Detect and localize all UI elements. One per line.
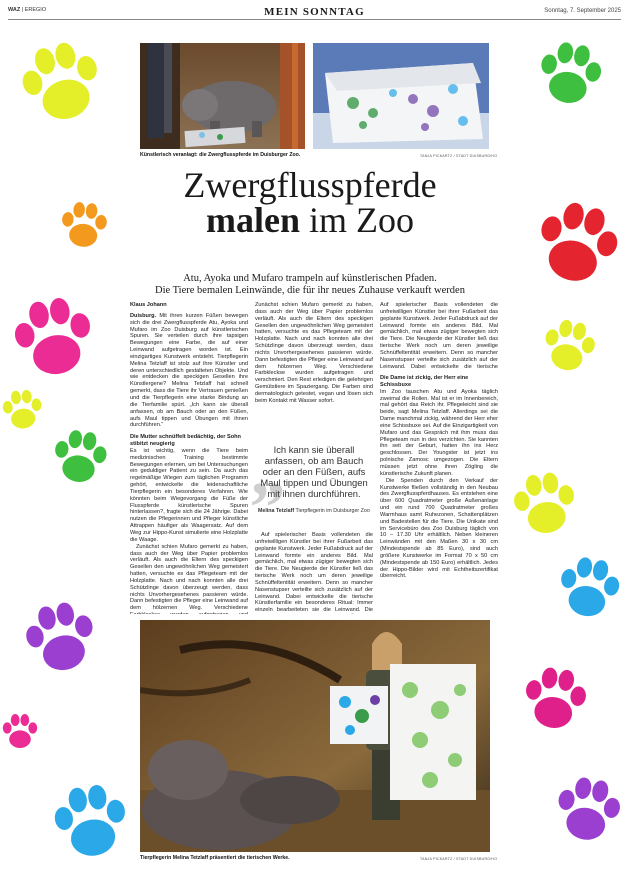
paw-print-icon xyxy=(15,593,108,686)
article-column-1 xyxy=(130,302,248,614)
paw-print-icon xyxy=(550,550,629,629)
paw-print-icon xyxy=(3,288,105,390)
top-photo-credit: TANJA PICKARTZ / STADT DUISBURG/HO xyxy=(420,154,498,158)
quote-attribution: Melina Tetzlaff Tierpflegerin im Duisburger Zoo xyxy=(258,508,370,514)
top-photo-left xyxy=(140,43,305,149)
paw-print-icon xyxy=(529,34,610,115)
paw-print-icon xyxy=(45,777,138,870)
paragraph: Die Spenden durch den Verkauf der Kunstwerke fließen vollständig in den Neubau des Zwergflusspferdhauses. Es entstehen eine über 600 Quadratmeter große Außenanlage und ein rund 700 Quadratmeter großes Warmhaus samt Ruhezonen, Schattenplätzen und Badestellen für die Tiere. Die Unikate sind im Servicebüro des Zoo Duisburg täglich von 10 – 17.30 Uhr erhältlich. Neben kleineren Leinwänden mit den Maßen 30 x 30 cm (Mindestspende ab 85 Euro), sind auch größere Kunstwerke im Format 70 x 50 cm (Mindestspende ab 150 Euro) erhältlich. Jedes der Hippo-Bilder wird mit Echtheitszertifikat überreicht. xyxy=(380,477,498,580)
quote-mark: „ xyxy=(250,430,286,510)
pull-quote: Ich kann sie überall anfassen, ob am Bauch oder an den Füßen, aufs Maul tippen und Übungen mit ihnen durchführen. xyxy=(260,444,368,499)
article-column-3 xyxy=(380,302,498,614)
page-header xyxy=(8,6,621,20)
headline-line-1: Zwergflusspferde xyxy=(183,165,437,205)
paragraph: Auf spielerischer Basis vollendeten die unfreiwilligen Künstler bei ihrer Fußarbeit das geplante Kunstwerk. Jeder Fußabdruck auf der Leinwand formte ein anderes Bild. Mal gemächlich, mal etwas zügiger bewegten sich die Tiere. Die Neugierde der Künstler ließ das tierische Werk noch um deren jeweilige Schnüffeltentität erweitern. Denn so mancher Nasenstupser verteilte sich zusätzlich auf der Leinwand. Dabei entwickelte die tierische xyxy=(380,302,498,370)
section-title: MEIN SONNTAG xyxy=(264,6,365,18)
bottom-photo-credit: TANJA PICKARTZ / STADT DUISBURG/HO xyxy=(420,857,498,861)
paw-print-icon xyxy=(0,712,40,752)
paw-print-icon xyxy=(515,660,594,739)
paw-print-icon xyxy=(522,190,629,300)
paragraph: Zunächst schien Mufaro gemerkt zu haben, dass auch der Weg über Papier problemlos verläuft. Als auch die Eltern des speckigen Gesellen den ungewöhnlichen Weg gemeistert hatten, versuchte es das Pflegeteam mit der Holzplatte. Nach und nach konnten alle drei Schützlinge davon überzeugt werden, dass nichts Unvorhergesehenes passieren würde. Dann befestigten die Pfleger eine Leinwand auf dem hölzernen Weg. Verschiedene xyxy=(130,543,248,612)
paragraph: Es ist wichtig, wenn die Tiere beim medizinischen Training bestimmte Bewegungen erlernen, um bei Untersuchungen ein geduldiger Patient zu sein. Da auch das regelmäßige Wiegen zum täglichen Programm gehört, entwickelte die leidenschaftliche Tierpflegerin ein besonderes Verfahren. Wie könnten beim Wiegevorgang die Füße der Flusspferde künstlerische Spuren hinterlassen?, fragte sich die 24 Jährige. Dabei nutzen die Pflegerinnen und Pfleger künstliche Attrappen häufiger als Waagersatz. Auf dem Weg zur Hippo-Kunst simulierte eine Holzplatte die Waage. xyxy=(130,447,248,543)
subheading: Die Mutter schnüffelt bedächtig, der Sohn stibitzt neugierig xyxy=(130,434,241,448)
paw-print-icon xyxy=(56,198,112,254)
paw-print-icon xyxy=(546,769,629,852)
newspaper-brand: WAZ | EREGIO xyxy=(8,7,47,13)
paw-print-icon xyxy=(535,313,604,382)
paragraph: Duisburg. Mit ihren kurzen Füßen bewegen sich die drei Zwergflusspferde Atu, Ayoka und Mufaro im Zoo Duisburg auf künstlerischen Spuren. Sie verteilen durch ihre tapsigen Bewegungen eine Farbe, die auf einer Leinwand aufgetragen worden ist. Ein einzigartiges Kunstwerk entsteht. Tierpflegerin Melina Tetzlaff ist stolz auf ihre Künstler und deren unterschiedlich gestalteten Objekte. Und wie entdecken die speckigen Gesellen ihre Künstlergene? Melina Tetzlaff hat schnell gemerkt, dass die Tiere ihr Vertrauen genießen und die Tierpflegerin eine starke Bindung an die Tierfamilie spürt. „Ich kann sie überall anfassen, ob am Bauch oder an den Füßen, aufs Maul tippen und Übungen mit ihnen durchführen.“ xyxy=(130,312,248,429)
top-photo-caption: Künstlerisch veranlagt: die Zwergflusspferde im Duisburger Zoo. xyxy=(140,152,301,158)
paragraph: Im Zoo tauschen Atu und Ayoka täglich zweimal die Rollen. Mal ist er im Innenbereich, mal gehört das Reich ihr. Pflegeleicht sind sie beide, sagt Melina Tetzlaff. Allerdings sei die Dame manchmal zickig, während der Herr eher eine Schissbuxe sei. Auf die Einzigartigkeit von Mufaro und das Gespräch mit ihm muss das Pflegeteam nun in des verzichten. Sie kannten ihn seit der Geburt, hatten ihn ins Herz geschlossen. Der Youngster ist jetzt ins polnische Zamosc umgezogen. Die Eltern müssen jetzt ohne ihren Zögling die künstlerische Zukunft planen. xyxy=(380,388,498,477)
paw-print-icon xyxy=(505,465,584,544)
paw-print-icon xyxy=(0,386,47,435)
issue-date: Sonntag, 7. September 2025 xyxy=(544,8,621,14)
paw-print-icon xyxy=(8,30,116,138)
paragraph: Auf spielerischer Basis vollendeten die unfreiwilligen Künstler bei ihrer Fußarbeit das geplante Kunstwerk. Jeder Fußabdruck auf der Leinwand formte ein anderes Bild. Mal gemächlich, mal etwas zügiger bewegten sich die Tiere. Die Neugierde der Künstler ließ das tierische Werk noch um deren jeweilige Schnüffeltentität erweitern. Denn so mancher Nasenstupser verteilte sich zusätzlich auf der Leinwand. Dabei entwickelte die tierische Künstlerfamilie ein besonderes Ritual: Immer einzeln bearbeiteten sie die Leinwand. Die xyxy=(255,532,373,614)
author: Klaus Johann xyxy=(130,302,167,308)
headline xyxy=(120,165,500,240)
headline-line-2: malen im Zoo xyxy=(206,200,414,240)
paw-print-icon xyxy=(46,424,114,492)
subheadline: Atu, Ayoka und Mufaro trampeln auf künstlerischen Pfaden. Die Tiere bemalen Leinwände, die für ihr neues Zuhause verkauft werden xyxy=(155,273,465,296)
bottom-photo-caption: Tierpflegerin Melina Tetzlaff präsentiert die tierischen Werke. xyxy=(140,855,290,861)
top-photo-right xyxy=(313,43,489,149)
bottom-photo xyxy=(140,620,490,852)
paragraph: Zunächst schien Mufaro gemerkt zu haben, dass auch der Weg über Papier problemlos verläuft. Als auch die Eltern des speckigen Gesellen den ungewöhnlichen Weg gemeistert hatten, versuchte es das Pflegeteam mit der Holzplatte. Nach und nach konnten alle drei Schützlinge davon überzeugt werden, dass nichts Unvorhergesehenes passieren würde. Dann befestigten die Pfleger eine Leinwand auf dem hölzernen Weg. Verschiedene Farbkleckse wurden aufgetragen und verschmiert. Den Rest erledigen die gelehrigen Gemütstiere im Spaziergang. Die Farben sind dermatologisch getestet, vegan und lösen sich beim Kontakt mit Wasser sofort. xyxy=(255,302,373,404)
subheading: Die Dame ist zickig, der Herr eine Schissbuxe xyxy=(380,375,469,388)
